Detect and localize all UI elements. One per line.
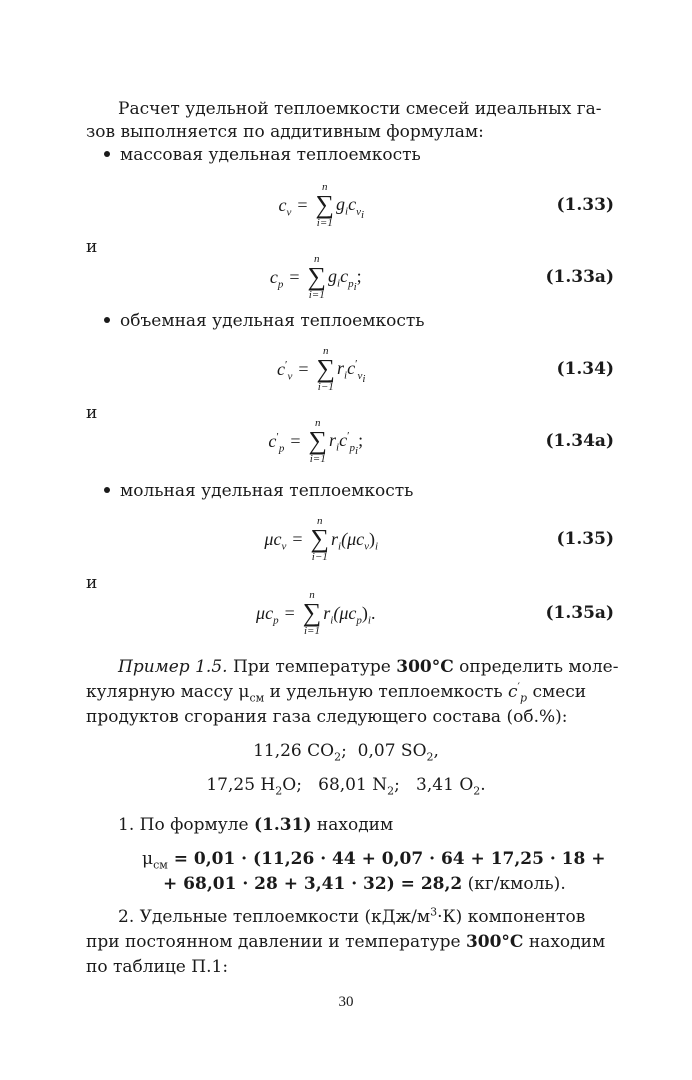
units: (кг/кмоль). — [462, 874, 566, 894]
cp-symbol: c — [508, 682, 518, 702]
step-2-line-3: по таблице П.1: — [86, 957, 229, 977]
step-2-line-2 — [86, 931, 605, 953]
value: 3,41 — [416, 775, 454, 795]
eq-rhs-sub: v — [364, 540, 370, 553]
sub: 2 — [426, 750, 434, 764]
eq-term-sub: i — [336, 441, 340, 454]
after: O — [282, 775, 297, 795]
eq-rhs-close: ) — [369, 529, 376, 549]
mu-sub: см — [249, 691, 265, 705]
eq-rhs-subsub: i — [353, 280, 357, 293]
conjunction: и — [86, 573, 98, 593]
sep: ; — [341, 741, 347, 761]
species: SO — [400, 741, 427, 761]
temperature: 300°C — [465, 932, 524, 952]
sum-lower: i=1 — [304, 625, 320, 637]
sum-upper: n — [317, 515, 323, 527]
eq-tail: . — [370, 603, 376, 623]
eq-rhs: c — [348, 194, 357, 215]
equation-1-33a: $c_p$ = n ∑ i=1 $g_ic_{p_i}$; — [269, 253, 362, 301]
eq-lhs-sub: v — [286, 206, 292, 219]
text: находим — [311, 815, 394, 835]
eq-rhs-subsub: i — [355, 444, 359, 457]
bullet-mass — [104, 144, 421, 166]
sum-symbol: n ∑ i=1 — [307, 253, 327, 301]
sum-symbol: n ∑ i=1 — [315, 181, 335, 229]
equation-row-1-34 — [86, 336, 614, 402]
sum-lower: i=1 — [308, 289, 325, 301]
eq-term: r — [329, 430, 337, 451]
equation-number: (1.33) — [556, 195, 614, 215]
equation-row-1-33a — [86, 244, 614, 310]
eq-rhs-sub: p — [348, 277, 354, 290]
bullet-text: объемная удельная теплоемкость — [120, 311, 425, 331]
sum-upper: n — [314, 417, 321, 429]
eq-tail: ; — [356, 266, 362, 287]
sum-upper: n — [309, 589, 315, 601]
eq-term: r — [323, 603, 331, 623]
intro-line-2: зов выполняется по аддитивным формулам: — [86, 122, 484, 142]
eq-term-sub: i — [345, 205, 349, 218]
conjunction: и — [86, 237, 98, 257]
eq-term: g — [336, 194, 346, 215]
eq-term-sub: i — [337, 277, 341, 290]
text: при постоянном давлении и температуре — [86, 932, 466, 952]
species: H — [260, 775, 276, 795]
equation-1-35: $\mu c_v$ = n ∑ i−1 $r_i(\mu c_v)_i$ — [264, 515, 379, 563]
bullet-icon — [104, 487, 110, 493]
eq-rhs-sub: p — [349, 441, 355, 454]
eq-lhs-sub: v — [287, 370, 293, 383]
bullet-icon — [104, 151, 110, 157]
example-label: Пример 1.5. — [118, 657, 228, 677]
page-number: 30 — [338, 994, 354, 1010]
step-1-calc-line-2 — [163, 873, 566, 895]
equation-row-1-35a — [86, 580, 614, 646]
composition-row-1 — [0, 740, 692, 762]
text: определить моле- — [453, 657, 619, 677]
sub: 2 — [387, 784, 395, 798]
sum-upper: n — [322, 181, 328, 193]
sub: 2 — [473, 784, 481, 798]
calc: + 68,01 · 28 + 3,41 · 32) = 28,2 — [163, 874, 463, 894]
equation-1-35a: $\mu c_p$ = n ∑ i=1 $r_i(\mu c_p)_i$. — [256, 589, 376, 637]
sup: 3 — [430, 905, 438, 919]
example-line-1 — [118, 656, 618, 678]
text: 1. По формуле — [118, 815, 254, 835]
eq-tail: ; — [358, 430, 364, 451]
mu-symbol: μ — [142, 849, 154, 869]
equation-row-1-35 — [86, 506, 614, 572]
equation-1-34a: $c'_p$ = n ∑ i=1 $r_ic'_{p_i}$; — [268, 417, 364, 465]
eq-rhs-subsub: i — [375, 540, 379, 553]
text: смеси — [527, 682, 587, 702]
text: и удельную теплоемкость — [264, 682, 508, 702]
sum-symbol: n ∑ i−1 — [316, 345, 336, 393]
equation-number: (1.33a) — [545, 267, 614, 287]
sum-lower: i−1 — [317, 381, 334, 393]
sum-upper: n — [313, 253, 320, 265]
eq-term: r — [331, 529, 339, 549]
sep: ; — [296, 775, 302, 795]
eq-lhs-sub: p — [278, 442, 285, 455]
sep: , — [433, 741, 439, 761]
conjunction: и — [86, 403, 98, 423]
cp-prime: ′ — [517, 680, 521, 694]
eq-rhs-sub: v — [356, 205, 361, 218]
sum-symbol: n ∑ i=1 — [302, 589, 322, 637]
sum-lower: i−1 — [311, 551, 328, 563]
equation-row-1-34a — [86, 408, 614, 474]
eq-rhs-sub: p — [356, 614, 362, 627]
eq-term-sub: i — [344, 369, 348, 382]
eq-term-sub: i — [338, 540, 342, 553]
mu-symbol: μ — [238, 682, 250, 702]
eq-term: g — [328, 266, 338, 287]
eq-lhs: c — [268, 431, 277, 451]
calc: = 0,01 · (11,26 · 44 + 0,07 · 64 + 17,25 · 18 + — [167, 849, 606, 869]
eq-rhs: c — [339, 430, 348, 451]
temperature: 300°C — [396, 657, 454, 677]
sum-lower: i=1 — [309, 453, 326, 465]
bullet-text: массовая удельная теплоемкость — [120, 145, 421, 165]
step-1-calc-line-1 — [142, 848, 606, 870]
bullet-text: мольная удельная теплоемкость — [120, 481, 414, 501]
composition-row-2 — [0, 774, 692, 796]
sep: . — [480, 775, 486, 795]
sum-upper: n — [323, 345, 329, 357]
species: O — [459, 775, 474, 795]
equation-number: (1.35a) — [545, 603, 614, 623]
text: 2. Удельные теплоемкости (кДж/м — [118, 907, 431, 927]
eq-rhs-subsub: i — [362, 372, 366, 385]
intro-line-1: Расчет удельной теплоемкости смесей идеальных га- — [118, 99, 602, 119]
equation-1-34: $c'_v$ = n ∑ i−1 $r_ic'_{v_i}$ — [277, 345, 366, 393]
eq-lhs-sub: v — [281, 540, 287, 553]
eq-rhs: (μc — [341, 529, 365, 549]
value: 68,01 — [318, 775, 367, 795]
step-2-line-1 — [118, 906, 585, 928]
sum-symbol: n ∑ i=1 — [308, 417, 328, 465]
sub: 2 — [275, 784, 283, 798]
eq-lhs: c — [278, 195, 287, 215]
value: 17,25 — [206, 775, 256, 795]
eq-lhs: c — [277, 359, 286, 379]
species: N — [372, 775, 388, 795]
value: 11,26 — [253, 741, 302, 761]
example-line-2 — [86, 681, 586, 703]
bullet-molar — [104, 480, 413, 502]
equation-row-1-33 — [86, 172, 614, 238]
sub: 2 — [334, 750, 342, 764]
eq-lhs: c — [269, 267, 278, 287]
eq-rhs-subsub: i — [367, 614, 371, 627]
eq-rhs-prime: ′ — [347, 430, 350, 443]
eq-rhs: c — [347, 358, 356, 379]
bullet-volume — [104, 310, 425, 332]
sum-symbol: n ∑ i−1 — [310, 515, 330, 563]
eq-rhs-prime: ′ — [355, 358, 358, 371]
eq-rhs-sub: v — [357, 369, 363, 382]
sep: ; — [394, 775, 400, 795]
equation-number: (1.34) — [556, 359, 614, 379]
example-line-3: продуктов сгорания газа следующего состава (об.%): — [86, 707, 568, 727]
text: кулярную массу — [86, 682, 239, 702]
eq-lhs: μc — [264, 529, 282, 549]
text: находим — [523, 932, 606, 952]
equation-number: (1.34a) — [545, 431, 614, 451]
eq-term: r — [337, 358, 345, 379]
cp-sub: p — [520, 691, 528, 705]
text: При температуре — [227, 657, 397, 677]
eq-lhs-prime: ′ — [276, 431, 279, 443]
eq-rhs: c — [340, 266, 349, 287]
species: CO — [307, 741, 335, 761]
value: 0,07 — [357, 741, 396, 761]
eq-term-sub: i — [330, 614, 334, 627]
step-1-heading — [118, 814, 393, 836]
mu-sub: см — [153, 858, 168, 872]
sum-lower: i=1 — [316, 217, 333, 229]
bullet-icon — [104, 317, 110, 323]
text: ·К) компонентов — [437, 907, 586, 927]
eq-lhs: μc — [256, 603, 274, 623]
eq-rhs: (μc — [333, 603, 357, 623]
eq-lhs-sub: p — [277, 278, 284, 291]
equation-1-33: $c_v$ = n ∑ i=1 $g_ic_{v_i}$ — [278, 181, 365, 229]
formula-ref: (1.31) — [254, 815, 312, 835]
eq-lhs-prime: ′ — [285, 359, 288, 371]
eq-lhs-sub: p — [273, 614, 279, 627]
equation-number: (1.35) — [556, 529, 614, 549]
eq-rhs-subsub: i — [360, 208, 365, 221]
eq-rhs-close: ) — [361, 603, 368, 623]
